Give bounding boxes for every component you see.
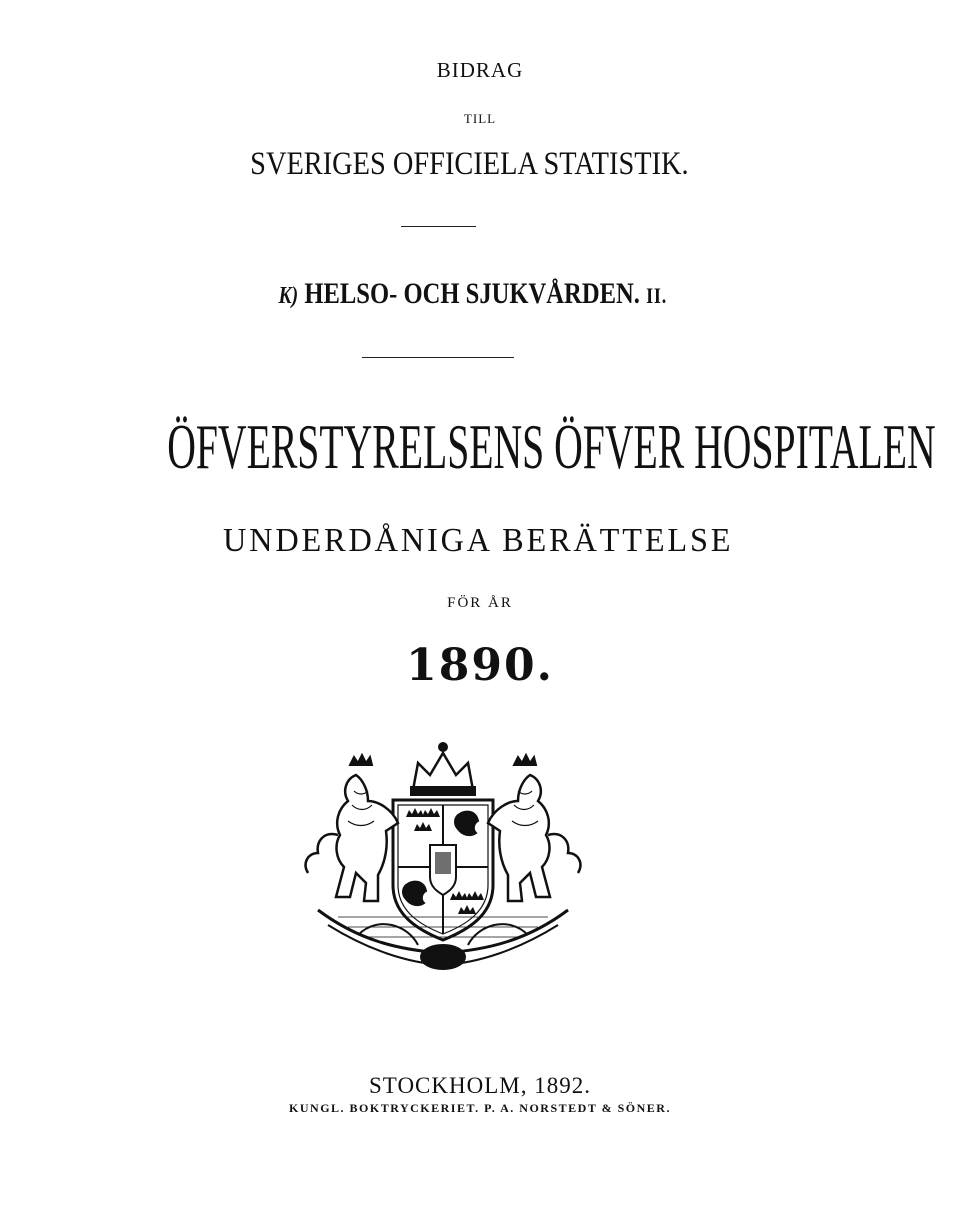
divider-rule-middle <box>362 357 514 358</box>
section-heading <box>79 277 866 311</box>
imprint-place-year: STOCKHOLM, 1892. <box>369 1073 591 1098</box>
imprint-printer: KUNGL. BOKTRYCKERIET. P. A. NORSTEDT & SÖNER. <box>289 1101 671 1115</box>
divider-rule-top <box>401 226 476 227</box>
series-title: SVERIGES OFFICIELA STATISTIK. <box>250 146 689 182</box>
section-name: HELSO- OCH SJUKVÅRDEN. <box>304 277 640 310</box>
report-year: 1890. <box>406 640 554 691</box>
section-number: II. <box>646 283 668 308</box>
swedish-coat-of-arms-icon <box>298 735 588 975</box>
till-word: TILL <box>463 111 497 126</box>
bidrag-heading: BIDRAG <box>436 58 524 82</box>
subtitle: UNDERDÅNIGA BERÄTTELSE <box>222 522 734 559</box>
main-title: ÖFVERSTYRELSENS ÖFVER HOSPITALEN <box>167 411 936 482</box>
for-year-label: FÖR ÅR <box>447 595 513 611</box>
section-letter: K) <box>278 283 299 309</box>
